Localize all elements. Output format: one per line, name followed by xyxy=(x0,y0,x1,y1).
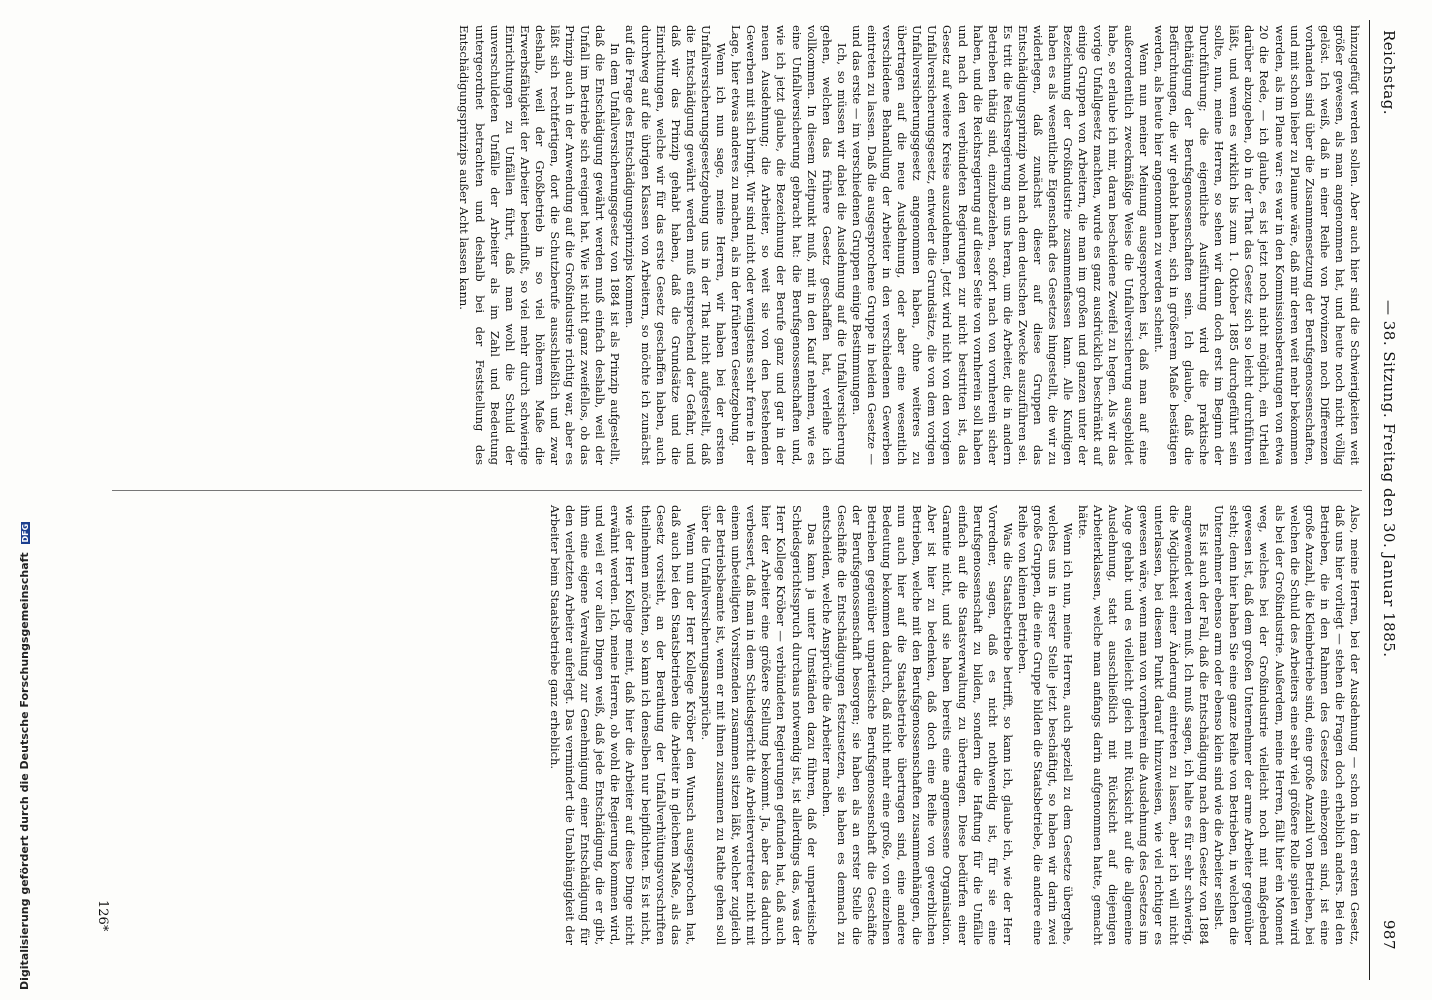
footer-text: Digitalisierung gefördert durch die Deutsche Forschungsgemeinschaft xyxy=(18,552,31,990)
paragraph: Wenn nun der Herr Kollege Kröber den Wunsch ausgesprochen hat, daß auch bei den Staatsbetrieben die Arbeiter in gleichem Maße, als das Gesetz vorsieht, an der Berathung der Unfallverhütungsvorschriften theilnehmen möchten, so kann ich denselben nur beipflichten. Es ist nicht, wie der Herr Kollege meint, daß hier die Arbeiter auf diese Dinge nicht erwähnt werden. Ich, meine Herren, ob wohl die Regierung kommen wird, und weil er vor allen Dingen weiß, daß jede Entschädigung, die er gibt, ihm eine eigene Verwaltung zur Genehmigung einer Entschädigung für den verletzten Arbeiter auferlegt. Das vermindert die Unabhängigkeit der Arbeiter beim Staatsbetriebe ganz erheblich. xyxy=(548,505,698,945)
page-number: 987 xyxy=(1380,919,1398,950)
header-session: — 38. Sitzung. Freitag den 30. Januar 1885. xyxy=(1380,300,1398,658)
left-column xyxy=(456,25,1362,465)
paragraph: Es ist auch der Fall, daß die Entschädigung nach dem Gesetz von 1884 angewendet werden muß. Ich muß sagen, ich halte es für sehr schwierig, die Möglichkeit einer Änderung eintreten zu lassen, aber ich will nicht unterlassen, bei diesem Punkt darauf hinzuweisen, wie viel richtiger es gewesen wäre, wenn man von vornherein die Ausdehnung des Gesetzes im Auge gehabt und es vielleicht gleich mit Rücksicht auf die allgemeine Ausdehnung, statt ausschließlich mit Rücksicht auf diejenigen Arbeiterklassen, welche man anfangs darin aufgenommen hatte, gemacht hätte. xyxy=(1076,505,1212,945)
header-rule xyxy=(1369,20,1370,980)
paragraph: Also, meine Herren, bei der Ausdehnung — schon in dem ersten Gesetz, daß uns hier vorliegt — stehen die Fragen doch erheblich anders. Bei den Betrieben, die in den Rahmen des Gesetzes einbezogen sind, ist eine große Anzahl, die Kleinbetriebe sind, eine große Anzahl von Betrieben, bei welchen die Schuld des Arbeiters eine sehr viel größere Rolle spielen wird als bei der Großindustrie. Außerdem, meine Herren, fällt hier ein Moment weg, welches bei der Großindustrie vielleicht noch mit maßgebend gewesen ist, daß dem großen Unternehmer der arme Arbeiter gegenüber steht; denn hier haben Sie eine ganze Reihe von Betrieben, in welchen die Unternehmer ebenso arm oder ebenso klein sind wie die Arbeiter selbst. xyxy=(1212,505,1362,945)
paragraph: Wenn ich nun, meine Herren, auch speziell zu dem Gesetze übergehe, welches uns in erster Stelle jetzt beschäftigt, so haben wir darin zwei große Gruppen, die eine Gruppe bilden die Staatsbetriebe, die andere eine Reihe von kleinen Betrieben. xyxy=(1015,505,1076,945)
digitization-footer xyxy=(4,0,31,1000)
paragraph: Das kann ja unter Umständen dazu führen, daß der unparteiische Schiedsgerichtsspruch durchaus notwendig ist, ist allerdings das, was der Herr Kollege Kröber — verbündeten Regierungen gefunden hat, daß auch hier der Arbeiter eine größere Stellung bekommt. Ja, aber das dadurch verbessert, daß man in dem Schiedsgericht die Arbeitervertreter nicht mit einem unbeteiligten Vorsitzenden zusammen sitzen läßt, welcher zugleich der Betriebsbeamte ist, wenn er mit ihnen zusammen zu Rathe gehen soll über die Unfallversicherungsansprüche. xyxy=(698,505,819,945)
paragraph: Was die Staatsbetriebe betrifft, so kann ich, glaube ich, wie der Herr Vorredner, sagen, daß es nicht nothwendig ist, für sie eine Berufsgenossenschaft zu bilden, sondern die Haftung für die Unfälle einfach auf die Staatsverwaltung zu übertragen. Diese bedürfen einer Garantie nicht, und sie haben bereits eine angemessene Organisation. Aber ist hier zu bedenken, daß doch eine Reihe von gewerblichen Betrieben, welche mit den Berufsgenossenschaften zusammenhängen, die nun auch hier auf die Staatsbetriebe übertragen sind, eine andere Bedeutung bekommen dadurch, daß nicht mehr eine große, von einzelnen Betrieben gegenüber unparteiische Berufsgenossenschaft die Geschäfte der Berufsgenossenschaft besorgen; sie haben als an erster Stelle die Geschäfte die Entschädigungen festzusetzen, sie haben es demnach zu entscheiden, welche Ansprüche die Arbeiter machen. xyxy=(819,505,1015,945)
running-head xyxy=(1374,20,1400,990)
paragraph: Wenn nun meiner Meinung ausgesprochen ist, daß man auf eine außerordentlich zweckmäßige Weise die Unfallversicherung ausgebildet habe, so erlaube ich mir, daran bescheidene Zweifel zu hegen. Als wir das vorige Unfallgesetz machten, wurde es ganz ausdrücklich beschränkt auf einige Gruppen von Arbeitern, die man im großen und ganzen unter der Bezeichnung der Großindustrie zusammenfassen kann. Alle Kundigen haben es als wesentliche Eigenschaft des Gesetzes hingestellt, die wir zu widerlegen, daß zunächst dieser auf diese Gruppen das Entschädigungsprinzip wohl nach dem deutschen Zwecke auszuführen sei. Es tritt die Reichsregierung an uns heran, um die Arbeiter, die in andern Betrieben thätig sind, einzubeziehen, sofort nach von vornherein sicher haben, und die Reichsregierung auf dieser Seite von vornherein soll haben und nach den verbündeten Regierungen zur nicht bestritten ist, das Gesetz auf weitere Kreise auszudehnen. Jetzt wird nicht von den vorigen Unfallversicherungsgesetz, entweder die Grundsätze, die von dem vorigen Unfallversicherungsgesetz angenommen haben, ohne weiteres zu übertragen auf die neue Ausdehnung, oder aber eine wesentlich verschiedene Behandlung der Arbeiter in den verschiedenen Gewerben eintreten zu lassen. Daß die ausgesprochene Gruppe in beiden Gesetze — und das erste — im verschiedenen Gruppen einige Bestimmungen. xyxy=(849,25,1151,465)
dfg-logo: DFG xyxy=(21,523,30,543)
paragraph: In dem Unfallversicherungsgesetz von 1884 ist als Prinzip aufgestellt, daß die Entschädigung gewährt werden muß einfach deshalb, weil der Unfall im Betriebe sich ereignet hat. Wie ist nicht ganz zweifellos, ob das Prinzip auch in der Anwendung auf die Großindustrie richtig war, aber es läßt sich rechtfertigen, dort die Schutzberufe ausschließlich und zwar deshalb, weil der Großbetrieb in so viel höherem Maße die Erwerbsfähigkeit der Arbeiter beeinflußt, so viel mehr durch schwierige Einrichtungen zu Unfällen führt, daß man wohl die Schuld der unverschuldeten Unfälle der Arbeiter als im Zahl und Bedeutung untergeordnet betrachten und deshalb bei der Feststellung des Entschädigungsprinzips außer Acht lassen kann. xyxy=(457,25,623,465)
right-column xyxy=(547,505,1362,945)
column-divider xyxy=(112,490,1362,491)
paragraph: hinzugefügt werden sollen. Aber auch hier sind die Schwierigkeiten weit größer gewesen, als man angenommen hat, und heute noch nicht völlig gelöst. Ich weiß, daß in einer Reihe von Provinzen noch Differenzen vorhanden sind über die Zusammensetzung der Berufsgenossenschaften, und mit schon lieber zu Plaume wäre, daß mir deren weit mehr bekommen werden, als im Plane war: es war in den Kommissionsberatungen von etwa 20 die Rede, — ich glaube, es ist jetzt noch nicht möglich, ein Urtheil darüber abzugeben, ob in der That das Gesetz sich so leicht durchführen läßt, und wenn es wirklich bis zum 1. Oktober 1885 durchgeführt sein sollte, nun, meine Herren, so sehen wir dann doch erst im Beginn der Durchführung; die eigentliche Ausführung wird die praktische Bethätigung der Berufsgenossenschaften sein. Ich glaube, daß die Befürchtungen, die wir gehabt haben, sich in größerem Maße bestätigen werden, als heute hier angenommen zu werden scheint. xyxy=(1151,25,1362,465)
rotated-page-content xyxy=(95,20,1400,990)
paragraph: Wenn ich nun sage, meine Herren, wir haben bei der ersten Unfallversicherungsgesetzgebung uns in der That nicht aufgestellt, daß die Entschädigung gewährt werden muß entsprechend der Gefahr, und daß wir das Prinzip gehabt haben, daß die Grundsätze und die Einrichtungen, welche wir für das erste Gesetz geschaffen haben, auch durchweg auf die übrigen Klassen von Arbeitern, so möchte ich zunächst auf die Frage des Entschädigungsprinzips kommen. xyxy=(623,25,729,465)
header-section: Reichstag. xyxy=(1380,30,1398,116)
paragraph: Ich, so müssen wir dabei die Ausdehnung auf die Unfallversicherung gehen, welchen das frühere Gesetz geschaffen hat, verleihe ich vollkommen. In diesem Zeitpunkt muß, mit in den Kauf nehmen, wie es eine Unfallversicherung gebracht hat: die Berufsgenossenschaften und, wie ich jetzt glaube, die Bezeichnung der Berufe ganz und gar in der neuen Ausdehnung; die Arbeiter, so weit sie von den bestehenden Gewerben mit sich bringt. Wir sind nicht oder wenigstens sehr ferne in der Lage, hier etwas anderes zu machen, als in der früheren Gesetzgebung. xyxy=(729,25,849,465)
signature-mark: 126* xyxy=(95,900,110,932)
